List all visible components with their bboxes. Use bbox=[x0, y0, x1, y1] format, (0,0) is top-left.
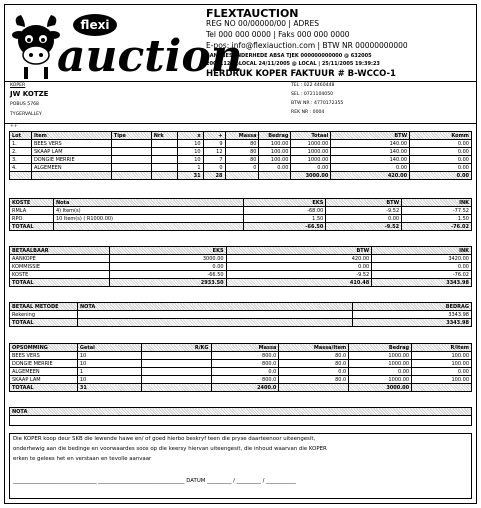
cell: 3000.00 bbox=[349, 384, 412, 392]
cell: 2400.0 bbox=[211, 384, 279, 392]
cell: 80.0 bbox=[279, 352, 349, 360]
terms-box bbox=[9, 433, 472, 499]
buyer-address-1: POBUS 5768 bbox=[10, 102, 39, 107]
cell: 100.00 bbox=[259, 156, 291, 164]
col-betaalbaar: BETAALBAAR bbox=[10, 247, 110, 255]
cell: -68.00 bbox=[243, 207, 326, 215]
col-massa-item: Massa/Item bbox=[279, 344, 349, 352]
cell: 420.00 bbox=[226, 255, 372, 263]
koste-header-row bbox=[10, 199, 472, 207]
cell bbox=[225, 172, 259, 180]
cell: 1 bbox=[77, 368, 141, 376]
cell: 3343.98 bbox=[372, 279, 472, 287]
cell bbox=[10, 172, 32, 180]
cell: 140.00 bbox=[331, 140, 410, 148]
table-row bbox=[10, 311, 472, 319]
col-nota: Nota bbox=[53, 199, 243, 207]
betaalbaar-header-row bbox=[10, 247, 472, 255]
cell: 100.00 bbox=[412, 360, 472, 368]
col-getal: Getal bbox=[77, 344, 141, 352]
table-row bbox=[10, 215, 472, 223]
cell: 10 bbox=[177, 140, 203, 148]
cell bbox=[31, 172, 111, 180]
cell: 1 bbox=[177, 164, 203, 172]
cell bbox=[111, 172, 151, 180]
cell: 1000.00 bbox=[349, 352, 412, 360]
col-r-kg: R/KG bbox=[141, 344, 211, 352]
cell: 12 bbox=[203, 148, 225, 156]
cell: 410.48 bbox=[226, 279, 372, 287]
logo-auction-text: auction bbox=[57, 31, 243, 82]
cell: 0.00 bbox=[372, 263, 472, 271]
cell: 3000.00 bbox=[291, 172, 331, 180]
col-lot: Lot bbox=[10, 132, 32, 140]
table-row bbox=[10, 271, 472, 279]
cell: 140.00 bbox=[331, 156, 410, 164]
cell bbox=[111, 156, 151, 164]
timestamp: 20051124@LOCAL 24/11/2005 @ LOCAL | 25/11/2005 19:39:23 bbox=[206, 61, 380, 67]
cell: 10 bbox=[77, 360, 141, 368]
cell: 100.00 bbox=[259, 148, 291, 156]
bank-details: BANKBESONDERHEDE ABSA TJEK 000000000000 @ 632005 bbox=[206, 53, 372, 59]
cell bbox=[151, 140, 177, 148]
cell: 0.00 bbox=[259, 164, 291, 172]
cell: 10 bbox=[177, 156, 203, 164]
cell: 1000.00 bbox=[291, 148, 331, 156]
col-x: x bbox=[177, 132, 203, 140]
cell: 0.00 bbox=[410, 164, 472, 172]
cell: -76.02 bbox=[372, 271, 472, 279]
buyer-vat: BTW NR : 4770172355 bbox=[291, 101, 344, 106]
table-row bbox=[10, 156, 472, 164]
cell: 9 bbox=[203, 140, 225, 148]
cell: ALGEMEEN bbox=[10, 368, 78, 376]
cell: 0.0 bbox=[211, 368, 279, 376]
cell: 0.00 bbox=[410, 172, 472, 180]
terms-line-1: Die KOPER koop deur SKB die lewende hawe en/ of goed hierbo beskryf teen die pryse daarteenoor uiteengesit, bbox=[13, 436, 316, 442]
signature-date-line: _______________________________ ________________________________ DATUM _________ / _________ / ___________ bbox=[13, 478, 296, 484]
table-row bbox=[10, 207, 472, 215]
cell bbox=[141, 384, 211, 392]
cell: -66.50 bbox=[109, 271, 226, 279]
cell: TOTAAL bbox=[10, 223, 54, 231]
cell: 3000.00 bbox=[109, 255, 226, 263]
cell bbox=[141, 376, 211, 384]
cell: 31 bbox=[77, 384, 141, 392]
summary-table bbox=[9, 343, 472, 392]
cell: 0.00 bbox=[326, 215, 402, 223]
cell: BEES VERS bbox=[10, 352, 78, 360]
company-email: E-pos: info@flexiauction.com | BTW NR 00000000000 bbox=[206, 41, 408, 50]
cell: 1.50 bbox=[243, 215, 326, 223]
nota-table bbox=[9, 407, 472, 426]
company-name: FLEXTAUCTION bbox=[206, 7, 299, 20]
cell bbox=[53, 223, 243, 231]
cell: 10 bbox=[177, 148, 203, 156]
lots-table bbox=[9, 131, 472, 180]
document-title: HERDRUK KOPER FAKTUUR # B-WCCO-1 bbox=[206, 69, 396, 79]
cell: -9.52 bbox=[326, 223, 402, 231]
cell: AANKOPE bbox=[10, 255, 110, 263]
cell: 2. bbox=[10, 148, 32, 156]
cell: 7 bbox=[203, 156, 225, 164]
cell bbox=[151, 148, 177, 156]
lots-marker: ++ bbox=[10, 124, 18, 129]
cell: 3420.00 bbox=[372, 255, 472, 263]
cell: TOTAAL bbox=[10, 384, 78, 392]
cell: KOSTE bbox=[10, 271, 110, 279]
col-massa: Massa bbox=[225, 132, 259, 140]
col-bedrag: Bedrag bbox=[349, 344, 412, 352]
col-eks: EKS bbox=[243, 199, 326, 207]
table-row bbox=[10, 255, 472, 263]
cell bbox=[151, 156, 177, 164]
cell bbox=[151, 172, 177, 180]
cell bbox=[279, 384, 349, 392]
table-row bbox=[10, 368, 472, 376]
cell: KOMMISSIE bbox=[10, 263, 110, 271]
cell: ALGEMEEN bbox=[31, 164, 111, 172]
cell: 80 bbox=[225, 156, 259, 164]
cell bbox=[77, 319, 352, 327]
cell: 0.00 bbox=[410, 156, 472, 164]
cell: 1.50 bbox=[402, 215, 472, 223]
table-row bbox=[10, 164, 472, 172]
cell: 2933.50 bbox=[109, 279, 226, 287]
cell bbox=[111, 148, 151, 156]
cell: RMLA bbox=[10, 207, 54, 215]
col-betaal-metode: BETAAL METODE bbox=[10, 303, 78, 311]
cell: DONGIE MERRIE bbox=[10, 360, 78, 368]
cell: -76.02 bbox=[402, 223, 472, 231]
cell: 80.0 bbox=[279, 376, 349, 384]
cell: 100.00 bbox=[259, 140, 291, 148]
col-btw: BTW bbox=[326, 199, 402, 207]
col-totaal: Totaal bbox=[291, 132, 331, 140]
cell: 3343.98 bbox=[353, 319, 472, 327]
payment-method-table bbox=[9, 302, 472, 327]
cell: 0.00 bbox=[412, 368, 472, 376]
cell bbox=[77, 311, 352, 319]
cell: 140.00 bbox=[331, 148, 410, 156]
col-r-item: R/Item bbox=[412, 344, 472, 352]
cell: TOTAAL bbox=[10, 279, 110, 287]
cell: 80.0 bbox=[279, 360, 349, 368]
buyer-name: JW KOTZE bbox=[10, 90, 49, 98]
cell: 0.00 bbox=[226, 263, 372, 271]
col-bedrag: Bedrag bbox=[259, 132, 291, 140]
buyer-address-2: TYGERVALLEY bbox=[10, 112, 42, 117]
cell: -66.50 bbox=[243, 223, 326, 231]
cell: RPO bbox=[10, 215, 54, 223]
cell: 0.00 bbox=[410, 140, 472, 148]
col-ink: INK bbox=[402, 199, 472, 207]
cell: 0.00 bbox=[349, 368, 412, 376]
lots-total-row bbox=[10, 172, 472, 180]
cell: 100.00 bbox=[412, 352, 472, 360]
lots-header-row bbox=[10, 132, 472, 140]
cow-logo-icon bbox=[11, 11, 243, 83]
cell: 1. bbox=[10, 140, 32, 148]
cell: 1000.00 bbox=[291, 156, 331, 164]
betaalbaar-total-row bbox=[10, 279, 472, 287]
cell bbox=[141, 360, 211, 368]
company-tel: Tel 000 000 0000 | Faks 000 000 0000 bbox=[206, 30, 350, 39]
table-row bbox=[10, 140, 472, 148]
cell: 10 bbox=[77, 376, 141, 384]
cell: 10 bbox=[77, 352, 141, 360]
cell: 0.00 bbox=[410, 148, 472, 156]
cell: 800.0 bbox=[211, 376, 279, 384]
cell: -9.52 bbox=[326, 207, 402, 215]
cell: -77.52 bbox=[402, 207, 472, 215]
cell bbox=[151, 164, 177, 172]
cell: 28 bbox=[203, 172, 225, 180]
cell: 1000.00 bbox=[349, 360, 412, 368]
cell: 0 bbox=[203, 164, 225, 172]
payment-total-row bbox=[10, 319, 472, 327]
nota-body-row bbox=[10, 416, 472, 426]
cell bbox=[111, 164, 151, 172]
table-row bbox=[10, 360, 472, 368]
cell: 420.00 bbox=[331, 172, 410, 180]
payment-header-row bbox=[10, 303, 472, 311]
cell: 800.0 bbox=[211, 352, 279, 360]
buyer-account: REK NR : 0004 bbox=[291, 110, 325, 115]
cell: 80 bbox=[225, 140, 259, 148]
nota-header-row bbox=[10, 408, 472, 416]
cell bbox=[412, 384, 472, 392]
col-eks: EKS bbox=[109, 247, 226, 255]
col-plus: + bbox=[203, 132, 225, 140]
cell: 100.00 bbox=[412, 376, 472, 384]
col-nrk: Nrk bbox=[151, 132, 177, 140]
cell: Rekening bbox=[10, 311, 78, 319]
buyer-tel: TEL : 022 4460448 bbox=[291, 83, 335, 88]
col-koste: KOSTE bbox=[10, 199, 54, 207]
cell: 3. bbox=[10, 156, 32, 164]
cell: SKAAP LAM bbox=[10, 376, 78, 384]
col-nota: NOTA bbox=[77, 303, 352, 311]
table-row bbox=[10, 376, 472, 384]
buyer-cell: SEL : 0721104050 bbox=[291, 92, 334, 97]
col-item: Item bbox=[31, 132, 111, 140]
cell: -9.52 bbox=[226, 271, 372, 279]
nota-body bbox=[10, 416, 472, 426]
cell: 1000.00 bbox=[291, 140, 331, 148]
cell: 0.00 bbox=[291, 164, 331, 172]
cell: 0 bbox=[225, 164, 259, 172]
logo-flexi-text: flexi bbox=[80, 18, 110, 32]
company-reg: REG NO 00/00000/00 | ADRES bbox=[206, 19, 319, 28]
cell: TOTAAL bbox=[10, 319, 78, 327]
betaalbaar-table bbox=[9, 246, 472, 287]
cell bbox=[141, 352, 211, 360]
cell: 4. bbox=[10, 164, 32, 172]
koste-total-row bbox=[10, 223, 472, 231]
cell: 80 bbox=[225, 148, 259, 156]
cell: DONGIE MERRIE bbox=[31, 156, 111, 164]
cell bbox=[259, 172, 291, 180]
col-ink: INK bbox=[372, 247, 472, 255]
cell: 0.0 bbox=[279, 368, 349, 376]
table-row bbox=[10, 148, 472, 156]
cell bbox=[141, 368, 211, 376]
cell: 800.0 bbox=[211, 360, 279, 368]
cell: BEES VERS bbox=[31, 140, 111, 148]
cell: 31 bbox=[177, 172, 203, 180]
col-btw: BTW bbox=[226, 247, 372, 255]
cell: SKAAP LAM bbox=[31, 148, 111, 156]
col-bedrag: BEDRAG bbox=[353, 303, 472, 311]
col-opsomming: OPSOMMING bbox=[10, 344, 78, 352]
col-massa: Massa bbox=[211, 344, 279, 352]
cell: 0.00 bbox=[109, 263, 226, 271]
cell: 10 Item(s) ( R1000.00) bbox=[53, 215, 243, 223]
col-btw: BTW bbox=[331, 132, 410, 140]
terms-line-3: erken te gelees het en verstaan en tevolle aanvaar bbox=[13, 456, 152, 462]
terms-line-2: onderhewig aan die bedinge en voorwaardes soos op die keersy hiervan uiteengesit, die inhoud waarvan die KOPER bbox=[13, 446, 327, 452]
cell bbox=[111, 140, 151, 148]
summary-header-row bbox=[10, 344, 472, 352]
cell: 0.00 bbox=[331, 164, 410, 172]
invoice-page bbox=[4, 4, 477, 504]
table-row bbox=[10, 352, 472, 360]
cell: 3343.98 bbox=[353, 311, 472, 319]
col-tipe: Tipe bbox=[111, 132, 151, 140]
buyer-label: KOPER bbox=[10, 83, 26, 88]
col-komm: Komm bbox=[410, 132, 472, 140]
cell: 1000.00 bbox=[349, 376, 412, 384]
nota-label: NOTA bbox=[10, 408, 472, 416]
koste-table bbox=[9, 198, 472, 231]
cell: 4) Item(s) bbox=[53, 207, 243, 215]
summary-total-row bbox=[10, 384, 472, 392]
table-row bbox=[10, 263, 472, 271]
